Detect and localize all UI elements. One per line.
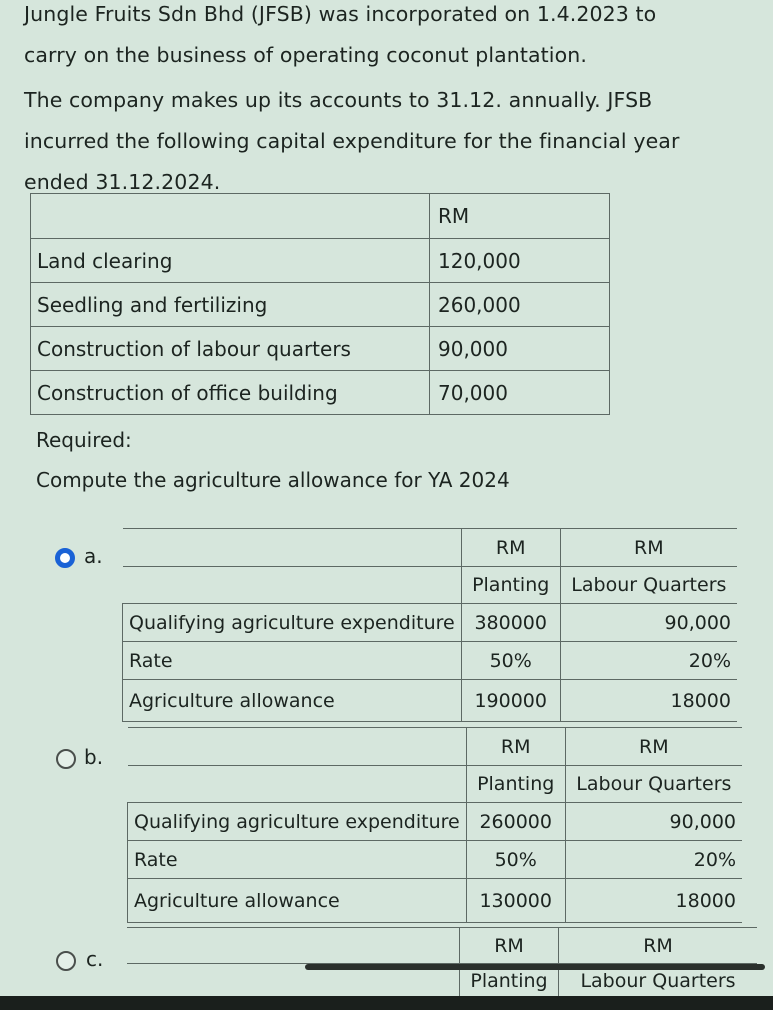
task-text: Compute the agriculture allowance for YA 2024 (36, 468, 510, 492)
option-b-table[interactable] (127, 727, 742, 923)
row-label: Agriculture allowance (128, 879, 467, 923)
question-text (24, 0, 744, 203)
table-header-row (31, 194, 610, 239)
row-v1: 50% (466, 841, 565, 879)
col1-sub: Planting (461, 567, 560, 604)
required-label: Required: (36, 428, 132, 452)
expense-value: 120,000 (430, 239, 610, 283)
row-v2: 90,000 (565, 803, 742, 841)
row-v2: 18000 (560, 680, 737, 722)
expense-value: 260,000 (430, 283, 610, 327)
row-v1: 190000 (461, 680, 560, 722)
question-line: ended 31.12.2024. (24, 170, 221, 194)
table-cell (128, 728, 467, 766)
row-v2: 20% (565, 841, 742, 879)
table-row (128, 803, 743, 841)
row-v2: 20% (560, 642, 737, 680)
col1-sub: Planting (466, 766, 565, 803)
row-v1: 130000 (466, 879, 565, 923)
row-label: Rate (123, 642, 462, 680)
question-line: incurred the following capital expenditure for the financial year (24, 129, 680, 153)
row-label: Qualifying agriculture expenditure (128, 803, 467, 841)
col1-head: RM (460, 928, 559, 964)
table-cell (123, 567, 462, 604)
option-c-letter[interactable]: c. (86, 947, 104, 971)
expense-label: Construction of labour quarters (31, 327, 430, 371)
table-row (31, 371, 610, 415)
table-cell (123, 529, 462, 567)
col2-head: RM (565, 728, 742, 766)
table-cell (128, 766, 467, 803)
row-label: Agriculture allowance (123, 680, 462, 722)
expense-label: Construction of office building (31, 371, 430, 415)
col1-sub: Planting (460, 964, 559, 998)
table-cell (31, 194, 430, 239)
table-row (123, 642, 738, 680)
option-a-radio[interactable] (55, 548, 75, 568)
table-row (128, 879, 743, 923)
table-row (31, 239, 610, 283)
col2-sub: Labour Quarters (560, 567, 737, 604)
option-c-table[interactable] (127, 927, 757, 998)
option-c-radio[interactable] (56, 951, 76, 971)
col1-head: RM (461, 529, 560, 567)
row-v2: 90,000 (560, 604, 737, 642)
divider (305, 964, 765, 970)
table-header-rm: RM (430, 194, 610, 239)
question-line: Jungle Fruits Sdn Bhd (JFSB) was incorporated on 1.4.2023 to (24, 2, 657, 26)
row-label: Qualifying agriculture expenditure (123, 604, 462, 642)
table-row (123, 604, 738, 642)
table-row (123, 680, 738, 722)
row-v2: 18000 (565, 879, 742, 923)
expense-label: Land clearing (31, 239, 430, 283)
row-v1: 380000 (461, 604, 560, 642)
question-line: carry on the business of operating coconut plantation. (24, 43, 587, 67)
option-a-letter[interactable]: a. (84, 544, 103, 568)
col2-head: RM (559, 928, 758, 964)
table-cell (127, 928, 460, 964)
row-v1: 260000 (466, 803, 565, 841)
row-label: Rate (128, 841, 467, 879)
col2-sub: Labour Quarters (559, 964, 758, 998)
option-a-table[interactable] (122, 528, 737, 722)
expenditure-table (30, 193, 610, 415)
expense-label: Seedling and fertilizing (31, 283, 430, 327)
question-line: The company makes up its accounts to 31.12. annually. JFSB (24, 88, 653, 112)
table-row (128, 841, 743, 879)
col1-head: RM (466, 728, 565, 766)
col2-head: RM (560, 529, 737, 567)
table-row (31, 283, 610, 327)
bottom-edge (0, 996, 773, 1010)
option-b-radio[interactable] (56, 749, 76, 769)
expense-value: 70,000 (430, 371, 610, 415)
option-b-letter[interactable]: b. (84, 745, 104, 769)
expense-value: 90,000 (430, 327, 610, 371)
table-row (31, 327, 610, 371)
row-v1: 50% (461, 642, 560, 680)
col2-sub: Labour Quarters (565, 766, 742, 803)
